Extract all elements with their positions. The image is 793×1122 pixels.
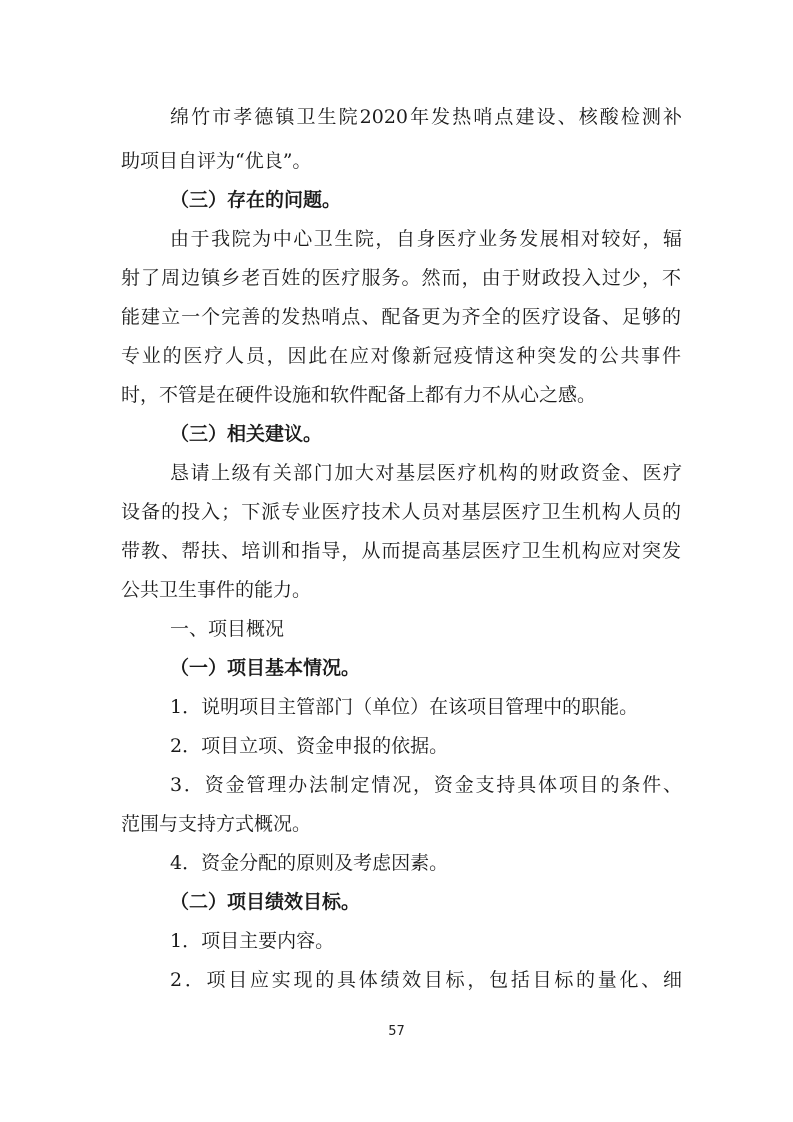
- paragraph-line: 绵竹市孝德镇卫生院2020年发热哨点建设、核酸检测补: [170, 106, 682, 128]
- paragraph-line: 恳请上级有关部门加大对基层医疗机构的财政资金、医疗: [170, 462, 682, 484]
- list-item: 2．项目应实现的具体绩效目标，包括目标的量化、细: [170, 969, 682, 991]
- list-item: 1．项目主要内容。: [170, 930, 335, 952]
- chapter-heading: 一、项目概况: [170, 618, 285, 640]
- paragraph-line: 公共卫生事件的能力。: [121, 579, 312, 601]
- list-item: 3．资金管理办法制定情况，资金支持具体项目的条件、: [170, 774, 682, 796]
- paragraph-line: 带教、帮扶、培训和指导，从而提高基层医疗卫生机构应对突发: [121, 540, 681, 562]
- page-number: 57: [388, 1024, 405, 1039]
- paragraph-line: 时，不管是在硬件设施和软件配备上都有力不从心之感。: [121, 384, 597, 406]
- list-item-continuation: 范围与支持方式概况。: [121, 813, 312, 835]
- paragraph-line: 专业的医疗人员，因此在应对像新冠疫情这种突发的公共事件: [121, 345, 681, 367]
- list-item: 1．说明项目主管部门（单位）在该项目管理中的职能。: [170, 696, 639, 718]
- paragraph-line: 设备的投入；下派专业医疗技术人员对基层医疗卫生机构人员的: [121, 501, 681, 523]
- paragraph-line: 能建立一个完善的发热哨点、配备更为齐全的医疗设备、足够的: [121, 306, 681, 328]
- section-heading: （三）相关建议。: [170, 423, 323, 445]
- paragraph-line: 由于我院为中心卫生院，自身医疗业务发展相对较好，辐: [170, 228, 682, 250]
- list-item: 2．项目立项、资金申报的依据。: [170, 735, 449, 757]
- paragraph-line: 射了周边镇乡老百姓的医疗服务。然而，由于财政投入过少，不: [121, 267, 681, 289]
- section-heading: （一）项目基本情况。: [170, 657, 361, 679]
- paragraph-line: 助项目自评为“优良”。: [121, 150, 312, 172]
- section-heading: （二）项目绩效目标。: [170, 891, 361, 913]
- section-heading: （三）存在的问题。: [170, 189, 342, 211]
- list-item: 4．资金分配的原则及考虑因素。: [170, 852, 449, 874]
